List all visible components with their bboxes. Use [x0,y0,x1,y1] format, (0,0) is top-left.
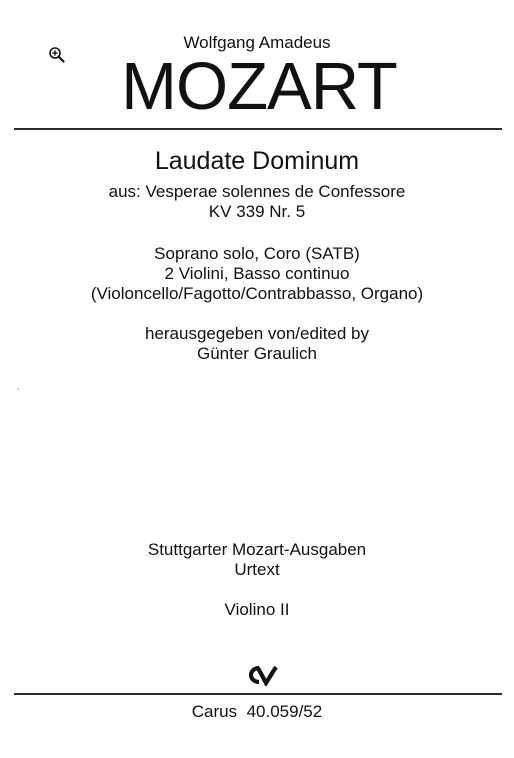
scoring-line-3: (Violoncello/Fagotto/Contrabbasso, Organo) [90,284,424,303]
editor-line-1: herausgegeben von/edited by [144,324,369,343]
editor-line-2: Günter Graulich [197,344,317,363]
composer-last-name: MOZART [121,49,397,124]
scoring-line-1: Soprano solo, Coro (SATB) [154,244,360,263]
page-speck [17,388,19,390]
series-line-2: Urtext [234,560,280,579]
catalog-number: Carus 40.059/52 [191,702,323,721]
bottom-divider [14,693,502,695]
work-title: Laudate Dominum [154,147,360,175]
composer-first-names: Wolfgang Amadeus [183,33,331,52]
top-divider [14,128,502,130]
part-name: Violino II [224,600,290,619]
scoring-line-2: 2 Violini, Basso continuo [164,264,350,283]
work-source: aus: Vesperae solennes de Confessore [108,182,406,201]
work-catalog: KV 339 Nr. 5 [208,202,306,221]
carus-cv-logo-icon [246,664,280,686]
series-line-1: Stuttgarter Mozart-Ausgaben [147,540,367,559]
